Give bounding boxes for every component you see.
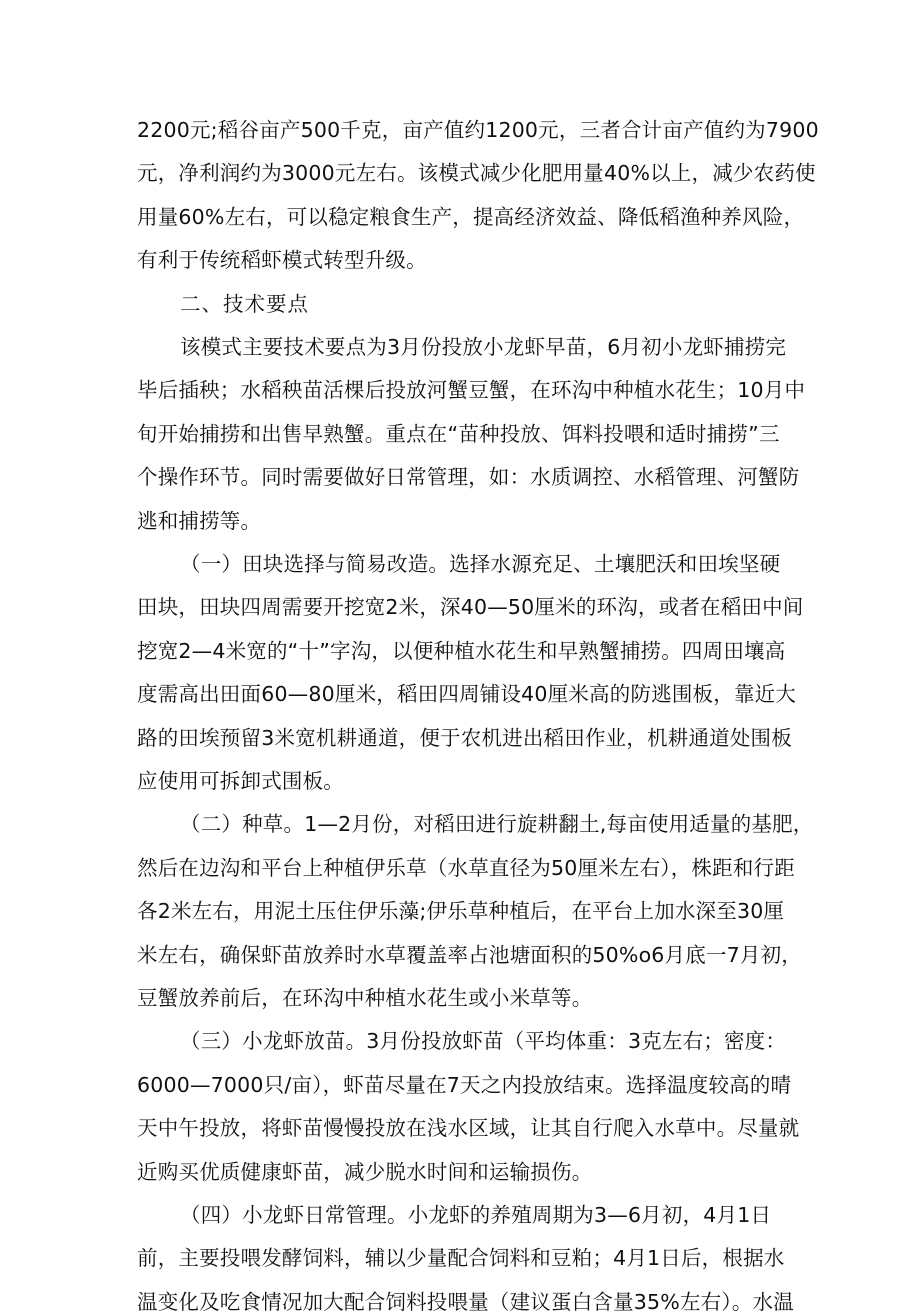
text-line: 毕后插秧；水稻秧苗活棵后投放河蟹豆蟹，在环沟中种植水花生；10月中 — [137, 378, 806, 403]
text-line: 有利于传统稻虾模式转型升级。 — [137, 248, 427, 273]
text-line: 6000—7000只/亩），虾苗尽量在7天之内投放结束。选择温度较高的晴 — [137, 1072, 792, 1097]
text-line: 逃和捕捞等。 — [137, 508, 262, 533]
text-line: （三）小龙虾放苗。3月份投放虾苗（平均体重：3克左右；密度： — [180, 1029, 787, 1054]
section-heading: 二、技术要点 — [180, 291, 309, 316]
text-line: 田块，田块四周需要开挖宽2米，深40—50厘米的环沟，或者在稻田中间 — [137, 595, 804, 620]
text-line: 天中午投放，将虾苗慢慢投放在浅水区域，让其自行爬入水草中。尽量就 — [137, 1116, 800, 1141]
text-line: 旬开始捕捞和出售早熟蟹。重点在“苗种投放、饵料投喂和适时捕捞”三 — [137, 421, 780, 446]
text-line: 该模式主要技术要点为3月份投放小龙虾早苗，6月初小龙虾捕捞完 — [180, 335, 787, 359]
text-line: 元，净利润约为3000元左右。该模式减少化肥用量40%以上，减少农药使 — [137, 161, 816, 186]
text-line: 各2米左右，用泥土压住伊乐藻;伊乐草种植后，在平台上加水深至30厘 — [137, 899, 785, 924]
text-line: 度需高出田面60—80厘米，稻田四周铺设40厘米高的防逃围板，靠近大 — [137, 682, 797, 707]
text-line: 用量60%左右，可以稳定粮食生产，提高经济效益、降低稻渔种养风险， — [137, 204, 805, 229]
text-line: 然后在边沟和平台上种植伊乐草（水草直径为50厘米左右），株距和行距 — [137, 855, 795, 880]
text-line: 应使用可拆卸式围板。 — [137, 769, 344, 793]
text-line: 前，主要投喂发酵饲料，辅以少量配合饲料和豆粕；4月1日后，根据水 — [137, 1246, 785, 1271]
text-line: 挖宽2—4米宽的“十”字沟，以便种植水花生和早熟蟹捕捞。四周田壤高 — [137, 638, 786, 663]
text-line: 2200元;稻谷亩产500千克，亩产值约1200元，三者合计亩产值约为7900 — [137, 118, 819, 142]
text-line: （四）小龙虾日常管理。小龙虾的养殖周期为3—6月初，4月1日 — [180, 1203, 772, 1227]
text-line: 个操作环节。同时需要做好日常管理，如：水质调控、水稻管理、河蟹防 — [137, 465, 800, 490]
text-line: 近购买优质健康虾苗，减少脱水时间和运输损伤。 — [137, 1159, 593, 1184]
text-line: 豆蟹放养前后，在环沟中种植水花生或小米草等。 — [137, 986, 593, 1010]
text-line: 米左右，确保虾苗放养时水草覆盖率占池塘面积的50%o6月底一7月初， — [137, 942, 802, 967]
text-line: 路的田埃预留3米宽机耕通道，便于农机进出稻田作业，机耕通道处围板 — [137, 725, 792, 750]
text-line: 温变化及吃食情况加大配合饲料投喂量（建议蛋白含量35%左右）。水温 — [137, 1289, 794, 1314]
text-line: （二）种草。1—2月份，对稻田进行旋耕翻土,每亩使用适量的基肥， — [180, 812, 814, 837]
text-line: （一）田块选择与简易改造。选择水源充足、土壤肥沃和田埃坚硬 — [180, 552, 781, 576]
